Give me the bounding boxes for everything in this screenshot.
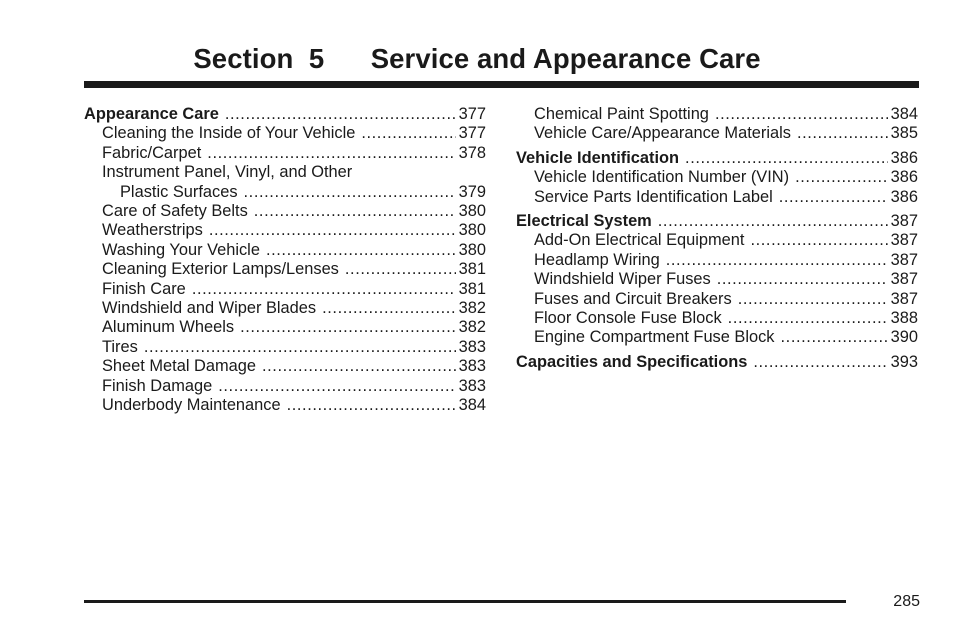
toc-entry-label: Finish Care: [102, 279, 186, 298]
footer-rule: [84, 600, 846, 603]
toc-entry-page: 387: [890, 231, 918, 250]
dot-leader: [717, 270, 888, 289]
toc-entry-page: 386: [890, 168, 918, 187]
toc-entry-chemical-paint-spotting[interactable]: [516, 105, 918, 124]
dot-leader: [209, 221, 456, 240]
toc-entry-label: Aluminum Wheels: [102, 318, 235, 337]
toc-entry-fuses-breakers[interactable]: [516, 290, 918, 309]
toc-entry-label: Cleaning Exterior Lamps/Lenses: [102, 260, 339, 279]
dot-leader: [797, 124, 888, 143]
toc-entry-label: Capacities and Specifications: [516, 352, 748, 371]
toc-entry-vehicle-identification[interactable]: [516, 149, 918, 168]
toc-entry-page: 381: [458, 260, 486, 279]
toc-entry-page: 384: [890, 105, 918, 123]
toc-entry-label: Windshield Wiper Fuses: [534, 270, 711, 289]
toc-entry-page: 393: [890, 352, 918, 371]
toc-entry-page: 388: [890, 309, 918, 328]
toc-entry-page: 384: [458, 396, 486, 415]
toc-entry-page: 390: [890, 328, 918, 347]
toc-entry-page: 380: [458, 202, 486, 221]
dot-leader: [254, 202, 456, 221]
toc-entry-weatherstrips[interactable]: [84, 221, 486, 240]
toc-entry-headlamp-wiring[interactable]: [516, 251, 918, 270]
toc-entry-page: 383: [458, 357, 486, 376]
toc-entry-label: Vehicle Care/Appearance Materials: [534, 124, 791, 143]
toc-entry-label: Fuses and Circuit Breakers: [534, 289, 732, 308]
dot-leader: [738, 290, 888, 309]
toc-entry-label: Vehicle Identification: [516, 148, 680, 167]
toc-entry-page: 382: [458, 299, 486, 318]
toc-entry-finish-care[interactable]: [84, 280, 486, 299]
toc-entry-underbody-maintenance[interactable]: [84, 396, 486, 415]
dot-leader: [240, 318, 456, 337]
toc-entry-label: Weatherstrips: [102, 221, 203, 240]
toc-entry-exterior-lamps[interactable]: [84, 260, 486, 279]
toc-entry-label: Care of Safety Belts: [102, 202, 248, 221]
toc-entry-label: Service Parts Identification Label: [534, 187, 773, 206]
toc-entry-label: Headlamp Wiring: [534, 250, 660, 269]
toc-right-column: [516, 105, 918, 372]
toc-entry-label: Sheet Metal Damage: [102, 357, 256, 376]
toc-entry-page: 380: [458, 221, 486, 240]
toc-entry-page: 387: [890, 270, 918, 289]
toc-entry-floor-console-fuse-block[interactable]: [516, 309, 918, 328]
dot-leader: [750, 231, 887, 250]
header-rule: [84, 81, 919, 88]
toc-entry-label: Floor Console Fuse Block: [534, 309, 722, 328]
toc-entry-page: 381: [458, 279, 486, 298]
toc-entry-label: Underbody Maintenance: [102, 396, 281, 415]
dot-leader: [728, 309, 888, 328]
dot-leader: [685, 149, 888, 168]
toc-entry-appearance-care[interactable]: [84, 105, 486, 124]
toc-entry-vin[interactable]: [516, 168, 918, 187]
toc-entry-washing-vehicle[interactable]: [84, 241, 486, 260]
toc-entry-sheet-metal-damage[interactable]: [84, 357, 486, 376]
dot-leader: [345, 260, 456, 279]
dot-leader: [262, 357, 456, 376]
toc-entry-label: Washing Your Vehicle: [102, 240, 260, 259]
toc-entry-label: Add-On Electrical Equipment: [534, 231, 745, 250]
dot-leader: [753, 353, 887, 372]
toc-entry-care-materials[interactable]: [516, 124, 918, 143]
toc-entry-label: Engine Compartment Fuse Block: [534, 328, 775, 347]
dot-leader: [144, 338, 456, 357]
toc-entry-tires[interactable]: [84, 338, 486, 357]
toc-entry-fabric-carpet[interactable]: [84, 144, 486, 163]
toc-entry-page: 378: [458, 143, 486, 162]
dot-leader: [795, 168, 888, 187]
toc-entry-cleaning-inside[interactable]: [84, 124, 486, 143]
toc-entry-label: Plastic Surfaces: [120, 182, 238, 201]
toc-entry-label: Electrical System: [516, 212, 652, 231]
dot-leader: [658, 212, 888, 231]
toc-entry-label: Vehicle Identification Number (VIN): [534, 168, 790, 187]
toc-entry-page: 387: [890, 250, 918, 269]
page-number: 285: [893, 593, 920, 610]
toc-entry-page: 382: [458, 318, 486, 337]
toc-entry-label: Fabric/Carpet: [102, 143, 202, 162]
toc-entry-page: 383: [458, 337, 486, 356]
toc-entry-page: 380: [458, 240, 486, 259]
dot-leader: [715, 105, 888, 124]
toc-entry-safety-belts[interactable]: [84, 202, 486, 221]
toc-entry-finish-damage[interactable]: [84, 377, 486, 396]
toc-entry-page: 383: [458, 376, 486, 395]
dot-leader: [779, 188, 888, 207]
toc-entry-add-on-electrical[interactable]: [516, 231, 918, 250]
dot-leader: [244, 183, 456, 202]
dot-leader: [322, 299, 456, 318]
dot-leader: [666, 251, 888, 270]
toc-entry-instrument-panel-line2[interactable]: [84, 183, 486, 202]
dot-leader: [225, 105, 456, 124]
dot-leader: [266, 241, 456, 260]
toc-entry-label: Chemical Paint Spotting: [534, 105, 709, 123]
toc-entry-page: 385: [890, 124, 918, 143]
toc-entry-page: 379: [458, 182, 486, 201]
dot-leader: [192, 280, 456, 299]
dot-leader: [218, 377, 455, 396]
dot-leader: [361, 124, 455, 143]
toc-entry-electrical-system[interactable]: [516, 212, 918, 231]
toc-left-column: [84, 105, 486, 416]
dot-leader: [781, 328, 888, 347]
dot-leader: [287, 396, 456, 415]
toc-entry-page: 377: [458, 105, 486, 123]
toc-entry-label: Appearance Care: [84, 105, 219, 123]
toc-entry-page: 386: [890, 187, 918, 206]
toc-entry-windshield-wiper-blades[interactable]: [84, 299, 486, 318]
toc-entry-label: Finish Damage: [102, 376, 213, 395]
section-title: Section 5 Service and Appearance Care: [193, 43, 761, 74]
toc-entry-label: Cleaning the Inside of Your Vehicle: [102, 124, 356, 143]
toc-entry-capacities-specs[interactable]: [516, 353, 918, 372]
toc-entry-label: Windshield and Wiper Blades: [102, 299, 317, 318]
dot-leader: [207, 144, 455, 163]
toc-entry-page: 386: [890, 148, 918, 167]
toc-entry-page: 387: [890, 289, 918, 308]
toc-entry-service-parts-label[interactable]: [516, 188, 918, 207]
toc-entry-wiper-fuses[interactable]: [516, 270, 918, 289]
toc-entry-label: Tires: [102, 337, 138, 356]
toc-entry-page: 387: [890, 212, 918, 231]
toc-entry-page: 377: [458, 124, 486, 143]
toc-entry-engine-fuse-block[interactable]: [516, 328, 918, 347]
toc-entry-aluminum-wheels[interactable]: [84, 318, 486, 337]
toc-entry-instrument-panel-line1[interactable]: Instrument Panel, Vinyl, and Other: [102, 163, 353, 182]
